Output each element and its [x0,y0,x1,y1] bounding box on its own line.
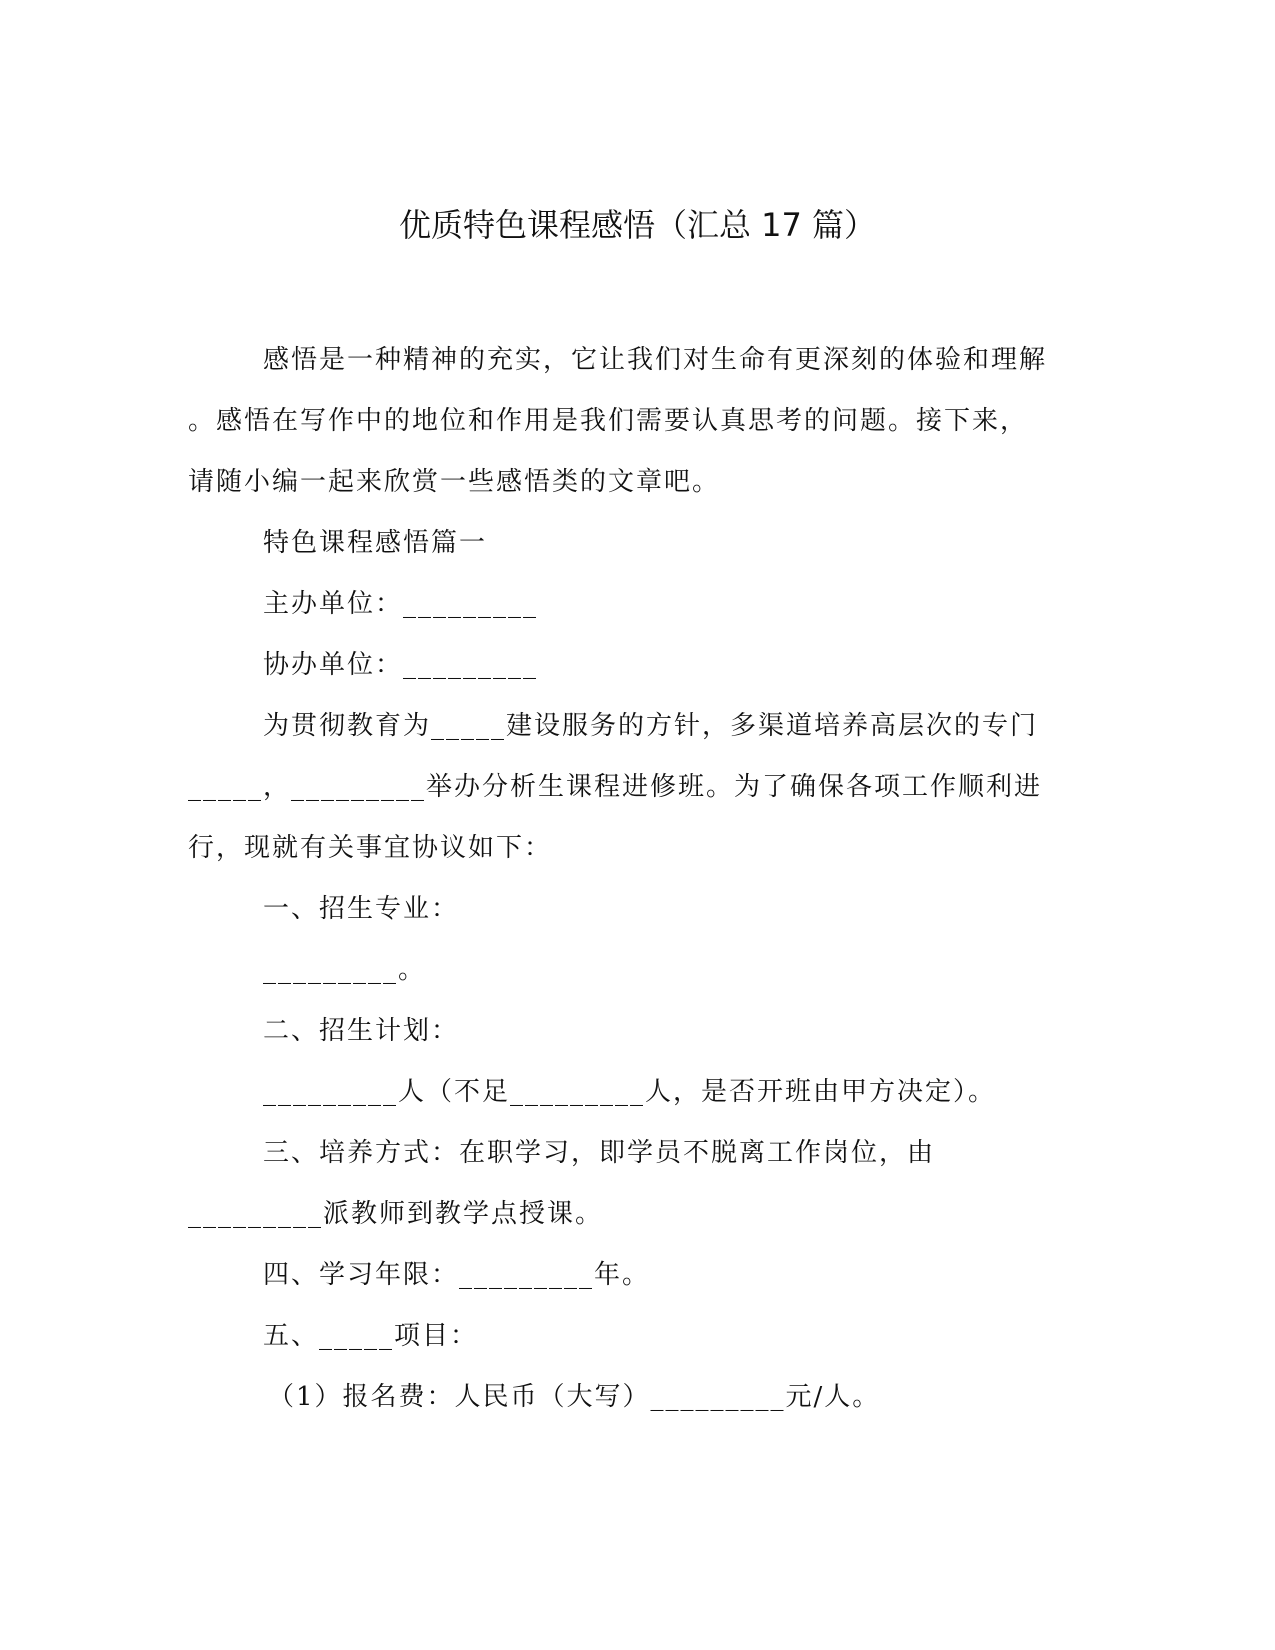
paragraph-line: 为贯彻教育为_____建设服务的方针，多渠道培养高层次的专门 [263,711,1039,741]
clause-heading: 一、招生专业： [263,894,460,924]
document-title: 优质特色课程感悟（汇总 17 篇） [398,206,877,244]
paragraph-line: _____，_________举办分析生课程进修班。为了确保各项工作顺利进 [188,772,1043,802]
paragraph-line: 行，现就有关事宜协议如下： [188,833,553,863]
clause-line: _________人（不足_________人，是否开班由甲方决定）。 [263,1077,997,1107]
fee-line: （1）报名费：人民币（大写）_________元/人。 [268,1382,881,1412]
clause-heading: 五、_____项目： [263,1321,479,1351]
clause-line: _________派教师到教学点授课。 [188,1199,604,1229]
clause-heading: 二、招生计划： [263,1016,460,1046]
document-body [188,330,1088,1428]
clause-line: 四、学习年限：_________年。 [263,1260,651,1290]
clause-line: 三、培养方式：在职学习，即学员不脱离工作岗位，由 [263,1138,936,1168]
paragraph-line: 感悟是一种精神的充实，它让我们对生命有更深刻的体验和理解 [263,345,1048,375]
co-organizer-line: 协办单位：_________ [263,650,539,680]
paragraph-line: 请随小编一起来欣赏一些感悟类的文章吧。 [188,467,721,497]
section-heading: 特色课程感悟篇一 [263,528,488,558]
clause-blank-line: _________。 [263,955,427,985]
paragraph-line: 。感悟在写作中的地位和作用是我们需要认真思考的问题。接下来， [188,406,1029,436]
organizer-line: 主办单位：_________ [263,589,539,619]
